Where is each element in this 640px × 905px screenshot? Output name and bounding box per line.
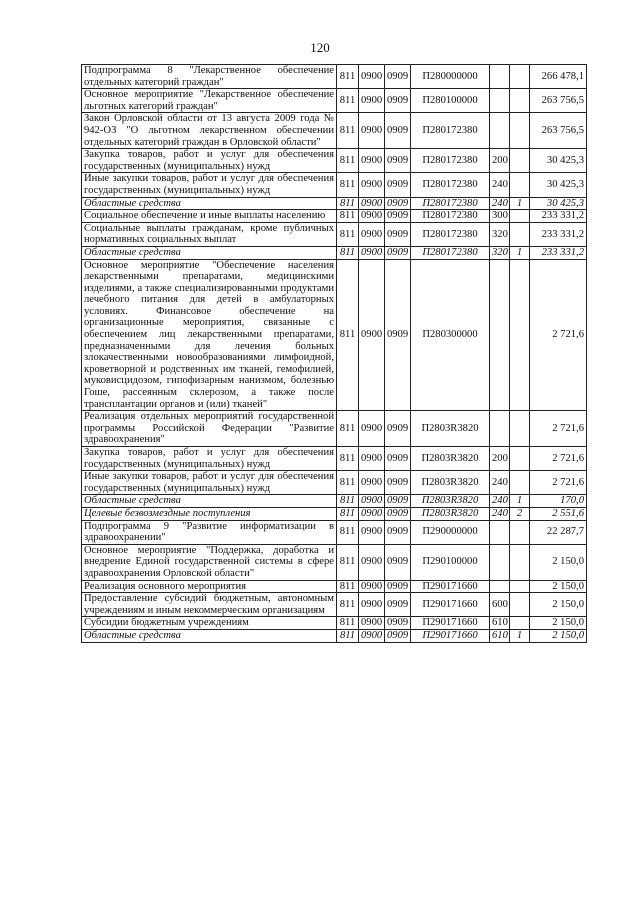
subsection-code-cell: 0909 xyxy=(385,520,411,544)
section-code-cell: 0900 xyxy=(359,617,385,630)
funding-source-cell xyxy=(510,411,530,447)
table-row xyxy=(82,617,587,630)
row-name-cell: Целевые безвозмездные поступления xyxy=(82,507,337,520)
section-code-cell: 0900 xyxy=(359,89,385,113)
subsection-code-cell: 0909 xyxy=(385,629,411,642)
grbs-code-cell: 811 xyxy=(337,629,359,642)
target-article-cell: П290171660 xyxy=(411,617,490,630)
subsection-code-cell: 0909 xyxy=(385,544,411,580)
row-name-cell: Областные средства xyxy=(82,197,337,210)
target-article-cell: П290171660 xyxy=(411,580,490,593)
funding-source-cell xyxy=(510,89,530,113)
expense-type-cell: 610 xyxy=(490,629,510,642)
expense-type-cell xyxy=(490,89,510,113)
amount-cell: 266 478,1 xyxy=(530,65,587,89)
amount-cell: 233 331,2 xyxy=(530,222,587,246)
amount-cell: 263 756,5 xyxy=(530,113,587,149)
expense-type-cell: 600 xyxy=(490,593,510,617)
table-row xyxy=(82,246,587,259)
grbs-code-cell: 811 xyxy=(337,65,359,89)
target-article-cell: П280000000 xyxy=(411,65,490,89)
row-name-cell: Основное мероприятие "Обеспечение населения лекарственными препаратами, медицинскими изделиями, а также специализированными продуктами лечебного питания для детей в амбулаторных условиях. Финансовое обеспечение на организационные мероприятия, связанные с обеспечением лиц лекарственными препаратами, предназначенными для лечения больных злокачественными новообразованиями лимфоидной, кроветворной и родственных им тканей, гемофилией, муковисцидозом, гипофизарным нанизмом, болезнью Гоше, рассеянным склерозом, а также после трансплантации органов и (или) тканей" xyxy=(82,259,337,411)
grbs-code-cell: 811 xyxy=(337,580,359,593)
row-name-cell: Реализация основного мероприятия xyxy=(82,580,337,593)
row-name-cell: Областные средства xyxy=(82,495,337,508)
section-code-cell: 0900 xyxy=(359,210,385,223)
expense-type-cell: 320 xyxy=(490,222,510,246)
funding-source-cell xyxy=(510,580,530,593)
amount-cell: 2 150,0 xyxy=(530,580,587,593)
subsection-code-cell: 0909 xyxy=(385,495,411,508)
row-name-cell: Социальное обеспечение и иные выплаты населению xyxy=(82,210,337,223)
subsection-code-cell: 0909 xyxy=(385,197,411,210)
table-row xyxy=(82,411,587,447)
expense-type-cell: 240 xyxy=(490,507,510,520)
amount-cell: 233 331,2 xyxy=(530,210,587,223)
expense-type-cell: 240 xyxy=(490,471,510,495)
amount-cell: 2 150,0 xyxy=(530,593,587,617)
table-row xyxy=(82,447,587,471)
expense-type-cell: 240 xyxy=(490,495,510,508)
funding-source-cell xyxy=(510,65,530,89)
page-number: 120 xyxy=(310,40,330,55)
subsection-code-cell: 0909 xyxy=(385,65,411,89)
row-name-cell: Закупка товаров, работ и услуг для обеспечения государственных (муниципальных) нужд xyxy=(82,149,337,173)
table-row xyxy=(82,197,587,210)
expense-type-cell xyxy=(490,259,510,411)
subsection-code-cell: 0909 xyxy=(385,447,411,471)
table-row xyxy=(82,222,587,246)
section-code-cell: 0900 xyxy=(359,520,385,544)
subsection-code-cell: 0909 xyxy=(385,222,411,246)
table-row xyxy=(82,113,587,149)
grbs-code-cell: 811 xyxy=(337,210,359,223)
grbs-code-cell: 811 xyxy=(337,89,359,113)
section-code-cell: 0900 xyxy=(359,173,385,197)
section-code-cell: 0900 xyxy=(359,580,385,593)
row-name-cell: Подпрограмма 8 "Лекарственное обеспечение отдельных категорий граждан" xyxy=(82,65,337,89)
expense-type-cell xyxy=(490,580,510,593)
funding-source-cell xyxy=(510,113,530,149)
amount-cell: 2 150,0 xyxy=(530,629,587,642)
subsection-code-cell: 0909 xyxy=(385,507,411,520)
row-name-cell: Закон Орловской области от 13 августа 2009 года № 942-ОЗ "О льготном лекарственном обеспечении отдельных категорий граждан в Орловской области" xyxy=(82,113,337,149)
amount-cell: 2 721,6 xyxy=(530,447,587,471)
amount-cell: 30 425,3 xyxy=(530,197,587,210)
target-article-cell: П280172380 xyxy=(411,113,490,149)
row-name-cell: Закупка товаров, работ и услуг для обеспечения государственных (муниципальных) нужд xyxy=(82,447,337,471)
table-row xyxy=(82,580,587,593)
table-row xyxy=(82,593,587,617)
subsection-code-cell: 0909 xyxy=(385,593,411,617)
grbs-code-cell: 811 xyxy=(337,173,359,197)
row-name-cell: Субсидии бюджетным учреждениям xyxy=(82,617,337,630)
target-article-cell: П280172380 xyxy=(411,149,490,173)
subsection-code-cell: 0909 xyxy=(385,580,411,593)
row-name-cell: Областные средства xyxy=(82,246,337,259)
amount-cell: 30 425,3 xyxy=(530,149,587,173)
grbs-code-cell: 811 xyxy=(337,495,359,508)
table-row xyxy=(82,520,587,544)
row-name-cell: Реализация отдельных мероприятий государственной программы Российской Федерации "Развитие здравоохранения" xyxy=(82,411,337,447)
target-article-cell: П280172380 xyxy=(411,246,490,259)
expense-type-cell: 320 xyxy=(490,246,510,259)
funding-source-cell xyxy=(510,520,530,544)
amount-cell: 233 331,2 xyxy=(530,246,587,259)
table-row xyxy=(82,471,587,495)
subsection-code-cell: 0909 xyxy=(385,259,411,411)
target-article-cell: П280172380 xyxy=(411,210,490,223)
expense-type-cell xyxy=(490,411,510,447)
subsection-code-cell: 0909 xyxy=(385,173,411,197)
subsection-code-cell: 0909 xyxy=(385,210,411,223)
budget-table-body xyxy=(82,65,587,643)
amount-cell: 263 756,5 xyxy=(530,89,587,113)
row-name-cell: Подпрограмма 9 "Развитие информатизации в здравоохранении" xyxy=(82,520,337,544)
target-article-cell: П280300000 xyxy=(411,259,490,411)
grbs-code-cell: 811 xyxy=(337,113,359,149)
expense-type-cell: 240 xyxy=(490,197,510,210)
target-article-cell: П2803R3820 xyxy=(411,507,490,520)
amount-cell: 22 287,7 xyxy=(530,520,587,544)
row-name-cell: Социальные выплаты гражданам, кроме публичных нормативных социальных выплат xyxy=(82,222,337,246)
table-row xyxy=(82,89,587,113)
section-code-cell: 0900 xyxy=(359,471,385,495)
subsection-code-cell: 0909 xyxy=(385,149,411,173)
table-row xyxy=(82,507,587,520)
target-article-cell: П290171660 xyxy=(411,593,490,617)
expense-type-cell xyxy=(490,520,510,544)
amount-cell: 2 551,6 xyxy=(530,507,587,520)
row-name-cell: Иные закупки товаров, работ и услуг для обеспечения государственных (муниципальных) нужд xyxy=(82,471,337,495)
funding-source-cell xyxy=(510,259,530,411)
subsection-code-cell: 0909 xyxy=(385,89,411,113)
grbs-code-cell: 811 xyxy=(337,507,359,520)
target-article-cell: П290171660 xyxy=(411,629,490,642)
section-code-cell: 0900 xyxy=(359,65,385,89)
section-code-cell: 0900 xyxy=(359,259,385,411)
section-code-cell: 0900 xyxy=(359,507,385,520)
target-article-cell: П2803R3820 xyxy=(411,495,490,508)
section-code-cell: 0900 xyxy=(359,411,385,447)
budget-table xyxy=(81,64,587,643)
subsection-code-cell: 0909 xyxy=(385,411,411,447)
target-article-cell: П280172380 xyxy=(411,197,490,210)
table-row xyxy=(82,65,587,89)
amount-cell: 170,0 xyxy=(530,495,587,508)
grbs-code-cell: 811 xyxy=(337,246,359,259)
target-article-cell: П2803R3820 xyxy=(411,471,490,495)
grbs-code-cell: 811 xyxy=(337,593,359,617)
table-row xyxy=(82,629,587,642)
section-code-cell: 0900 xyxy=(359,197,385,210)
grbs-code-cell: 811 xyxy=(337,447,359,471)
row-name-cell: Предоставление субсидий бюджетным, автономным учреждениям и иным некоммерческим организациям xyxy=(82,593,337,617)
expense-type-cell xyxy=(490,65,510,89)
funding-source-cell xyxy=(510,173,530,197)
funding-source-cell xyxy=(510,544,530,580)
funding-source-cell: 1 xyxy=(510,246,530,259)
row-name-cell: Основное мероприятие "Поддержка, доработка и внедрение Единой государственной системы в сфере здравоохранения Орловской области" xyxy=(82,544,337,580)
section-code-cell: 0900 xyxy=(359,544,385,580)
target-article-cell: П280100000 xyxy=(411,89,490,113)
expense-type-cell: 200 xyxy=(490,149,510,173)
funding-source-cell xyxy=(510,617,530,630)
section-code-cell: 0900 xyxy=(359,149,385,173)
grbs-code-cell: 811 xyxy=(337,259,359,411)
table-row xyxy=(82,173,587,197)
amount-cell: 2 150,0 xyxy=(530,617,587,630)
grbs-code-cell: 811 xyxy=(337,471,359,495)
expense-type-cell: 240 xyxy=(490,173,510,197)
subsection-code-cell: 0909 xyxy=(385,471,411,495)
subsection-code-cell: 0909 xyxy=(385,617,411,630)
funding-source-cell: 1 xyxy=(510,495,530,508)
expense-type-cell xyxy=(490,544,510,580)
target-article-cell: П290100000 xyxy=(411,544,490,580)
amount-cell: 30 425,3 xyxy=(530,173,587,197)
expense-type-cell: 610 xyxy=(490,617,510,630)
funding-source-cell xyxy=(510,447,530,471)
funding-source-cell xyxy=(510,593,530,617)
grbs-code-cell: 811 xyxy=(337,520,359,544)
amount-cell: 2 150,0 xyxy=(530,544,587,580)
target-article-cell: П2803R3820 xyxy=(411,447,490,471)
grbs-code-cell: 811 xyxy=(337,197,359,210)
amount-cell: 2 721,6 xyxy=(530,411,587,447)
expense-type-cell: 300 xyxy=(490,210,510,223)
grbs-code-cell: 811 xyxy=(337,411,359,447)
grbs-code-cell: 811 xyxy=(337,544,359,580)
target-article-cell: П2803R3820 xyxy=(411,411,490,447)
target-article-cell: П280172380 xyxy=(411,173,490,197)
section-code-cell: 0900 xyxy=(359,113,385,149)
expense-type-cell xyxy=(490,113,510,149)
funding-source-cell: 1 xyxy=(510,629,530,642)
table-row xyxy=(82,495,587,508)
subsection-code-cell: 0909 xyxy=(385,113,411,149)
funding-source-cell xyxy=(510,222,530,246)
target-article-cell: П290000000 xyxy=(411,520,490,544)
expense-type-cell: 200 xyxy=(490,447,510,471)
row-name-cell: Иные закупки товаров, работ и услуг для обеспечения государственных (муниципальных) нужд xyxy=(82,173,337,197)
row-name-cell: Основное мероприятие "Лекарственное обеспечение льготных категорий граждан" xyxy=(82,89,337,113)
table-row xyxy=(82,259,587,411)
section-code-cell: 0900 xyxy=(359,495,385,508)
grbs-code-cell: 811 xyxy=(337,149,359,173)
amount-cell: 2 721,6 xyxy=(530,471,587,495)
funding-source-cell xyxy=(510,210,530,223)
grbs-code-cell: 811 xyxy=(337,222,359,246)
section-code-cell: 0900 xyxy=(359,629,385,642)
funding-source-cell xyxy=(510,149,530,173)
grbs-code-cell: 811 xyxy=(337,617,359,630)
section-code-cell: 0900 xyxy=(359,246,385,259)
table-row xyxy=(82,149,587,173)
section-code-cell: 0900 xyxy=(359,447,385,471)
table-row xyxy=(82,544,587,580)
funding-source-cell xyxy=(510,471,530,495)
amount-cell: 2 721,6 xyxy=(530,259,587,411)
funding-source-cell: 1 xyxy=(510,197,530,210)
subsection-code-cell: 0909 xyxy=(385,246,411,259)
section-code-cell: 0900 xyxy=(359,593,385,617)
table-row xyxy=(82,210,587,223)
row-name-cell: Областные средства xyxy=(82,629,337,642)
funding-source-cell: 2 xyxy=(510,507,530,520)
target-article-cell: П280172380 xyxy=(411,222,490,246)
section-code-cell: 0900 xyxy=(359,222,385,246)
